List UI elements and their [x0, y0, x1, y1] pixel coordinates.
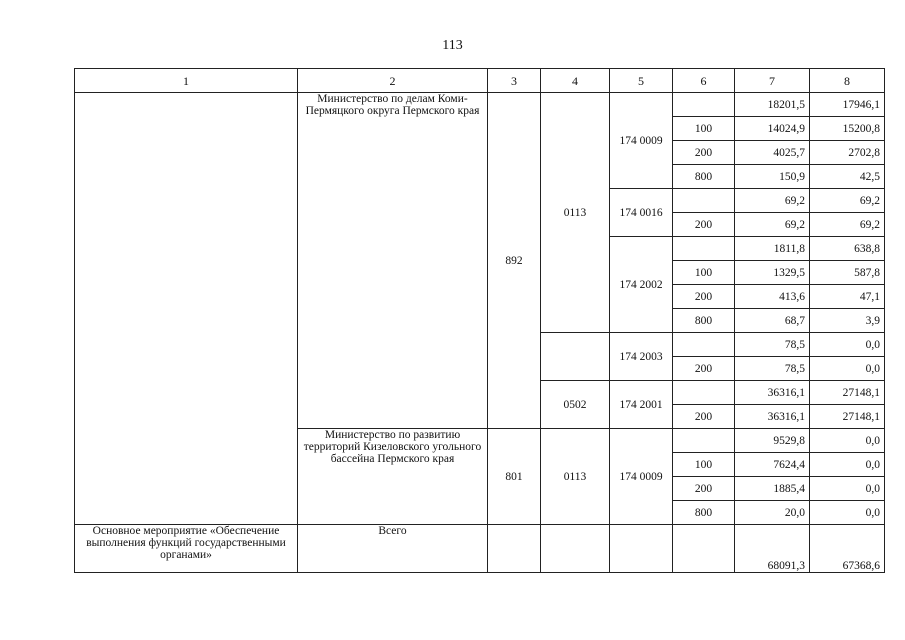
section-code: 0113	[541, 93, 610, 333]
value-2015: 150,9	[735, 165, 810, 189]
value-2015: 7624,4	[735, 453, 810, 477]
value-2015: 69,2	[735, 189, 810, 213]
budget-table	[74, 68, 885, 573]
table-row	[75, 93, 885, 117]
target-code: 174 0009	[610, 429, 673, 525]
value-2016: 47,1	[810, 285, 885, 309]
value-2016: 2702,8	[810, 141, 885, 165]
header-cell: 5	[610, 69, 673, 93]
expense-type: 100	[673, 261, 735, 285]
value-2016: 17946,1	[810, 93, 885, 117]
empty-cell	[488, 525, 541, 573]
value-2015: 1329,5	[735, 261, 810, 285]
expense-type	[673, 333, 735, 357]
ministry-name: Министерство по развитию территорий Кизеловского угольного бассейна Пермского края	[298, 429, 488, 525]
empty-name-cell	[75, 93, 298, 525]
value-2015: 18201,5	[735, 93, 810, 117]
total-value-2015: 68091,3	[735, 525, 810, 573]
value-2015: 1811,8	[735, 237, 810, 261]
value-2015: 1885,4	[735, 477, 810, 501]
value-2015: 78,5	[735, 357, 810, 381]
value-2016: 0,0	[810, 333, 885, 357]
value-2016: 27148,1	[810, 405, 885, 429]
value-2015: 69,2	[735, 213, 810, 237]
empty-cell	[541, 525, 610, 573]
target-code: 174 0009	[610, 93, 673, 189]
value-2016: 587,8	[810, 261, 885, 285]
section-code-empty	[541, 333, 610, 381]
total-value-2016: 67368,6	[810, 525, 885, 573]
target-code: 174 2002	[610, 237, 673, 333]
value-2016: 0,0	[810, 429, 885, 453]
page-number: 113	[442, 38, 463, 53]
value-2016: 0,0	[810, 453, 885, 477]
header-cell: 3	[488, 69, 541, 93]
header-cell: 4	[541, 69, 610, 93]
value-2016: 69,2	[810, 189, 885, 213]
value-2016: 638,8	[810, 237, 885, 261]
total-row	[75, 525, 885, 573]
header-cell: 1	[75, 69, 298, 93]
value-2015: 4025,7	[735, 141, 810, 165]
expense-type: 100	[673, 453, 735, 477]
expense-type: 200	[673, 477, 735, 501]
value-2016: 0,0	[810, 477, 885, 501]
empty-cell	[673, 525, 735, 573]
value-2015: 14024,9	[735, 117, 810, 141]
target-code: 174 2001	[610, 381, 673, 429]
expense-type	[673, 381, 735, 405]
value-2015: 36316,1	[735, 405, 810, 429]
header-cell: 2	[298, 69, 488, 93]
expense-type	[673, 93, 735, 117]
expense-type: 100	[673, 117, 735, 141]
value-2015: 20,0	[735, 501, 810, 525]
expense-type	[673, 429, 735, 453]
value-2016: 3,9	[810, 309, 885, 333]
expense-type: 200	[673, 285, 735, 309]
empty-cell	[610, 525, 673, 573]
expense-type: 800	[673, 309, 735, 333]
target-code: 174 0016	[610, 189, 673, 237]
expense-type: 800	[673, 501, 735, 525]
gov-code: 801	[488, 429, 541, 525]
value-2016: 27148,1	[810, 381, 885, 405]
expense-type: 200	[673, 405, 735, 429]
value-2016: 15200,8	[810, 117, 885, 141]
ministry-name: Министерство по делам Коми-Пермяцкого округа Пермского края	[298, 93, 488, 429]
header-cell: 8	[810, 69, 885, 93]
header-cell: 6	[673, 69, 735, 93]
section-code: 0502	[541, 381, 610, 429]
expense-type	[673, 189, 735, 213]
header-cell: 7	[735, 69, 810, 93]
header-row	[75, 69, 885, 93]
expense-type: 200	[673, 141, 735, 165]
value-2016: 42,5	[810, 165, 885, 189]
section-code: 0113	[541, 429, 610, 525]
value-2015: 78,5	[735, 333, 810, 357]
value-2016: 0,0	[810, 501, 885, 525]
expense-type	[673, 237, 735, 261]
gov-code: 892	[488, 93, 541, 429]
value-2015: 9529,8	[735, 429, 810, 453]
value-2015: 68,7	[735, 309, 810, 333]
expense-type: 800	[673, 165, 735, 189]
target-code: 174 2003	[610, 333, 673, 381]
value-2015: 413,6	[735, 285, 810, 309]
value-2016: 69,2	[810, 213, 885, 237]
expense-type: 200	[673, 357, 735, 381]
value-2016: 0,0	[810, 357, 885, 381]
total-label: Всего	[298, 525, 488, 573]
value-2015: 36316,1	[735, 381, 810, 405]
expense-type: 200	[673, 213, 735, 237]
total-name: Основное мероприятие «Обеспечение выполнения функций государственными органами»	[75, 525, 298, 573]
